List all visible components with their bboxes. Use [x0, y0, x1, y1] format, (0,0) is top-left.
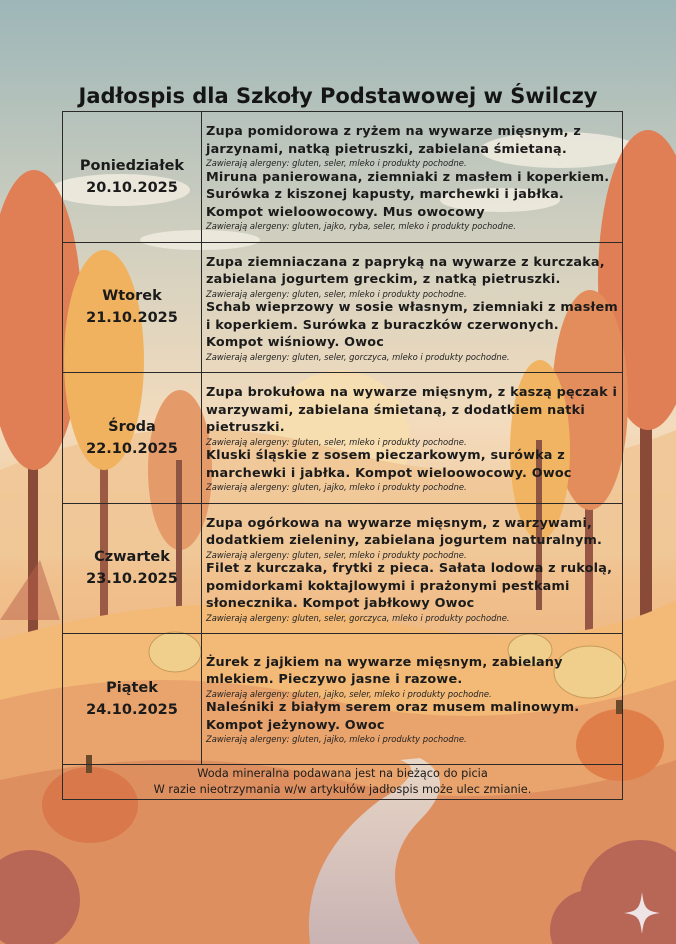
soup-description: Zupa brokułowa na wywarze mięsnym, z kaszą pęczak i warzywami, zabielana śmietaną, z dodatkiem natki pietruszki. [206, 385, 618, 435]
page-title: Jadłospis dla Szkoły Podstawowej w Świlczy [78, 84, 598, 108]
main-allergens: Zawierają alergeny: gluten, jajko, mleko i produkty pochodne. [206, 734, 467, 745]
day-row-1 [63, 242, 623, 373]
main-description: Schab wieprzowy w sosie własnym, ziemniaki z masłem i koperkiem. Surówka z buraczków czerwonych. Kompot wiśniowy. Owoc [206, 300, 618, 350]
main-allergens: Zawierają alergeny: gluten, seler, gorczyca, mleko i produkty pochodne. [206, 612, 510, 623]
day-cell [63, 112, 202, 243]
day-date: 23.10.2025 [86, 571, 178, 588]
meals-cell [202, 373, 623, 504]
soup-allergens: Zawierają alergeny: gluten, seler, mleko i produkty pochodne. [206, 288, 467, 299]
menu-table [62, 111, 623, 800]
meals-cell [202, 634, 623, 765]
day-date: 20.10.2025 [86, 179, 178, 196]
soup-description: Żurek z jajkiem na wywarze mięsnym, zabielany mlekiem. Pieczywo jasne i razowe. [206, 654, 563, 688]
main-description: Miruna panierowana, ziemniaki z masłem i koperkiem. Surówka z kiszonej kapusty, marchewki i jabłka. Kompot wieloowocowy. Mus owocowy [206, 169, 610, 220]
soup-description: Zupa ziemniaczana z papryką na wywarze z kurczaka, zabielana jogurtem greckim, z natką pietruszki. [206, 254, 605, 287]
soup-allergens: Zawierają alergeny: gluten, seler, mleko i produkty pochodne. [206, 158, 467, 168]
day-name: Poniedziałek [79, 157, 185, 174]
day-cell [63, 634, 202, 765]
main-description: Filet z kurczaka, frytki z pieca. Sałata lodowa z rukolą, pomidorkami koktajlowymi i prażonymi pestkami słonecznika. Kompot jabłkowy Owoc [206, 561, 613, 611]
day-cell [63, 242, 202, 373]
footer-row [63, 764, 623, 799]
day-cell [63, 503, 202, 634]
footer-cell [63, 764, 623, 799]
day-cell [63, 373, 202, 504]
soup-allergens: Zawierają alergeny: gluten, seler, mleko i produkty pochodne. [206, 436, 467, 447]
day-name: Czwartek [94, 549, 170, 566]
main-allergens: Zawierają alergeny: gluten, seler, gorczyca, mleko i produkty pochodne. [206, 351, 510, 362]
footer-water-note: Woda mineralna podawana jest na bieżąco do picia [197, 766, 488, 780]
soup-description: Zupa ogórkowa na wywarze mięsnym, z warzywami, dodatkiem zieleniny, zabielana jogurtem naturalnym. [206, 515, 603, 548]
day-row-2 [63, 373, 623, 504]
day-date: 21.10.2025 [86, 310, 178, 327]
day-row-3 [63, 503, 623, 634]
main-allergens: Zawierają alergeny: gluten, jajko, mleko i produkty pochodne. [206, 482, 467, 492]
soup-allergens: Zawierają alergeny: gluten, seler, mleko i produkty pochodne. [206, 549, 467, 560]
meals-cell [202, 112, 623, 243]
main-allergens: Zawierają alergeny: gluten, jajko, ryba, seler, mleko i produkty pochodne. [206, 221, 516, 231]
day-date: 22.10.2025 [86, 440, 178, 457]
day-name: Piątek [106, 679, 158, 696]
meals-cell [202, 503, 623, 634]
soup-description: Zupa pomidorowa z ryżem na wywarze mięsnym, z jarzynami, natką pietruszki, zabielana śmietaną. [206, 124, 582, 157]
sparkle-icon [622, 890, 662, 936]
main-description: Kluski śląskie z sosem pieczarkowym, surówka z marchewki i jabłka. Kompot wieloowocowy. Owoc [206, 448, 572, 481]
day-row-4 [63, 634, 623, 765]
day-name: Wtorek [102, 288, 162, 305]
footer-change-note: W razie nieotrzymania w/w artykułów jadłospis może ulec zmianie. [153, 782, 532, 796]
meals-cell [202, 242, 623, 373]
day-date: 24.10.2025 [86, 701, 178, 718]
soup-allergens: Zawierają alergeny: gluten, jajko, seler, mleko i produkty pochodne. [206, 688, 492, 699]
day-row-0 [63, 112, 623, 243]
main-description: Naleśniki z białym serem oraz musem malinowym. Kompot jeżynowy. Owoc [206, 700, 580, 733]
day-name: Środa [108, 418, 156, 435]
